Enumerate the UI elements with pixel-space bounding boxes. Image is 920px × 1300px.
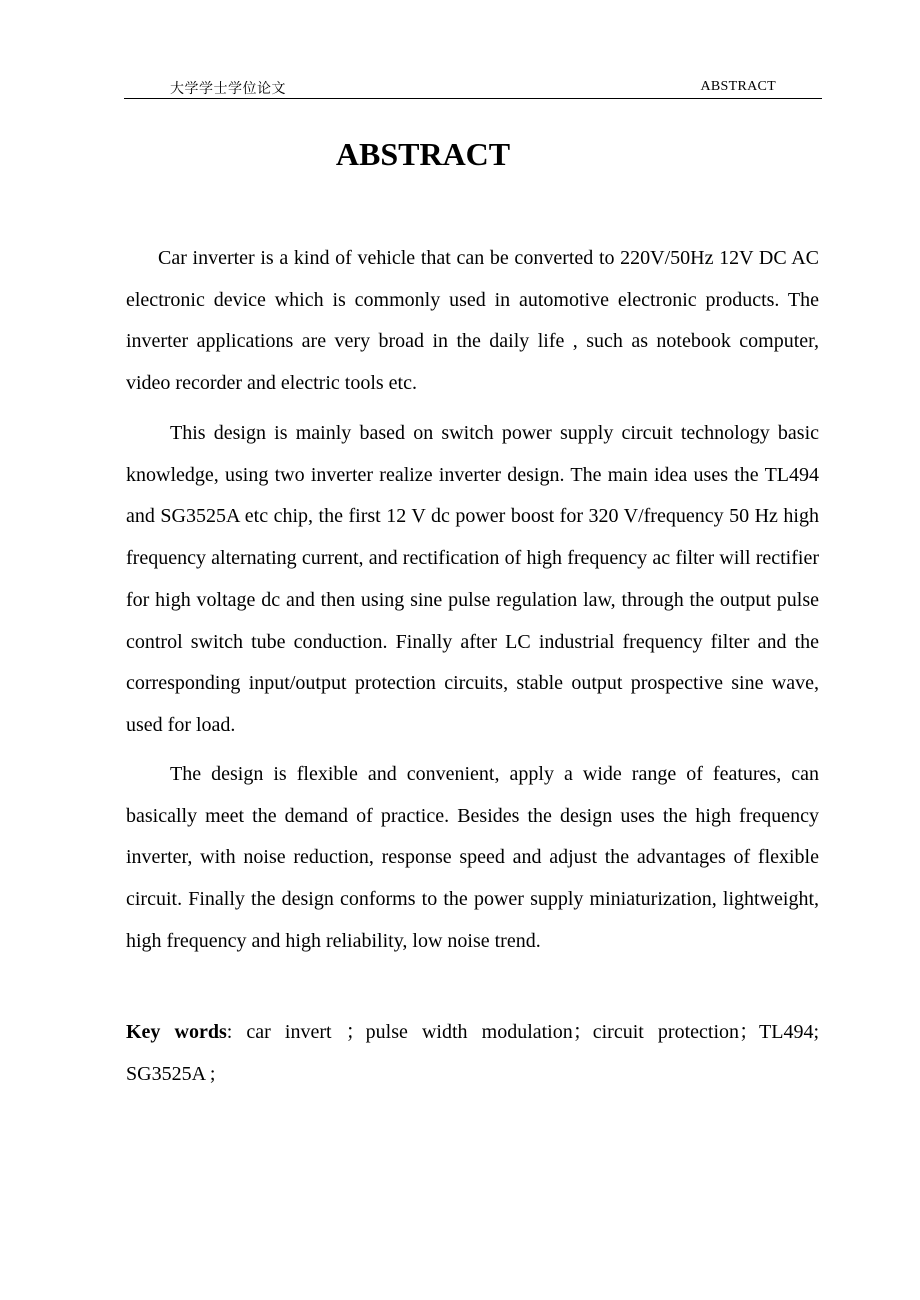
keywords-line: [126, 1012, 819, 1095]
abstract-paragraph-3: The design is flexible and convenient, apply a wide range of features, can basically meet the demand of practice. Besides the design uses the high frequency inverter, with noise reduction, response speed and adjust the advantages of flexible circuit. Finally the design conforms to the power supply miniaturization, lightweight, high frequency and high reliability, low noise trend.: [126, 763, 819, 952]
keywords-label: Key words: [126, 1021, 227, 1043]
page-header: [124, 74, 822, 100]
header-thesis-label: 大学学士学位论文: [170, 81, 286, 97]
abstract-paragraph-1: Car inverter is a kind of vehicle that can be converted to 220V/50Hz 12V DC AC electronic device which is commonly used in automotive electronic products. The inverter applications are very broad in the daily life , such as notebook computer, video recorder and electric tools etc.: [126, 247, 819, 395]
abstract-paragraph-2: This design is mainly based on switch power supply circuit technology basic knowledge, using two inverter realize inverter design. The main idea uses the TL494 and SG3525A etc chip, the first 12 V dc power boost for 320 V/frequency 50 Hz high frequency alternating current, and rectification of high frequency ac filter will rectifier for high voltage dc and then using sine pulse regulation law, through the output pulse control switch tube conduction. Finally after LC industrial frequency filter and the corresponding input/output protection circuits, stable output prospective sine wave, used for load.: [126, 422, 819, 736]
header-section-label: ABSTRACT: [700, 79, 776, 94]
header-divider: [124, 98, 822, 99]
page-title: ABSTRACT: [335, 136, 511, 172]
keywords-text: : car invert ；pulse width modulation；circuit protection；TL494; SG3525A ;: [126, 1021, 819, 1085]
